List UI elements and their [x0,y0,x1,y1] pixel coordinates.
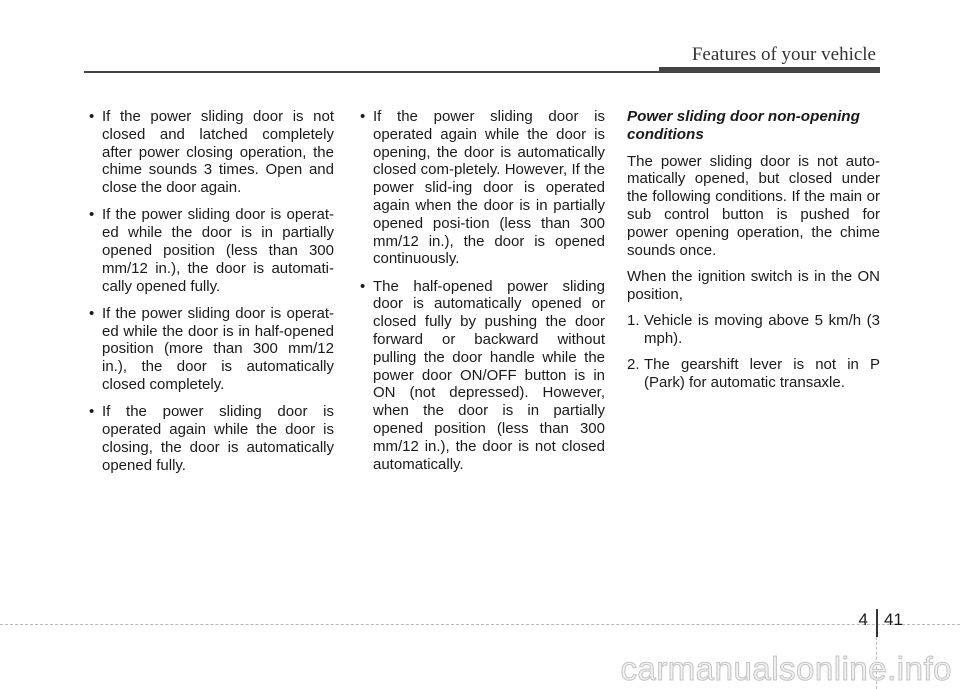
bullet-item: • If the power sliding door is operat-ed while the door is in partially opened position (less than 300 mm/12 in.), the door is automati-cally opened fully. [85,206,334,295]
numbered-item [627,356,880,392]
item-text: Vehicle is moving above 5 km/h (3 mph). [644,312,880,347]
bullet-list [356,108,605,473]
page-number: 41 [884,610,903,629]
bullet-item: • If the power sliding door is not closed and latched completely after power closing operation, the chime sounds 3 times. Open and close the door again. [85,108,334,197]
item-text: The gearshift lever is not in P (Park) for automatic transaxle. [644,356,880,392]
column-1 [85,108,334,484]
bullet-item: • If the power sliding door is operated again while the door is closing, the door is automatically opened fully. [85,403,334,474]
bullet-item: • If the power sliding door is operated again while the door is opening, the door is automatically closed com-pletely. However, If the power slid-ing door is operated again when the door is in partially opened posi-tion (less than 300 mm/12 in.), the door is opened continuously. [356,108,605,268]
paragraph: The power sliding door is not auto-matically opened, but closed under the following conditions. If the main or sub control button is pushed for power opening operation, the chime sounds once. [627,152,880,259]
section-title: Power sliding door non-opening conditions [627,108,860,143]
numbered-item [627,312,880,348]
bullet-item: • The half-opened power sliding door is automatically opened or closed fully by pushing the door forward or backward without pulling the door handle while the power door ON/OFF button is in ON (not depressed). However, when the door is in partially opened position (less than 300 mm/12 in.), the door is not closed automatically. [356,278,605,474]
paragraph: When the ignition switch is in the ON position, [627,267,880,303]
chapter-number: 4 [858,610,868,629]
bullet-item: • If the power sliding door is operat-ed while the door is in half-opened position (more than 300 mm/12 in.), the door is automatically closed completely. [85,305,334,394]
column-2 [356,108,605,483]
header-title: Features of your vehicle [691,44,876,65]
column-3 [627,108,880,401]
item-number: 2. [627,356,640,374]
watermark: carmanualsonline.info [620,650,952,687]
footer-dashed-line [0,624,960,625]
bullet-list [85,108,334,474]
header-rule-accent [659,67,880,73]
page-number-separator [876,609,878,637]
numbered-list [627,312,880,392]
item-number: 1. [627,312,640,330]
